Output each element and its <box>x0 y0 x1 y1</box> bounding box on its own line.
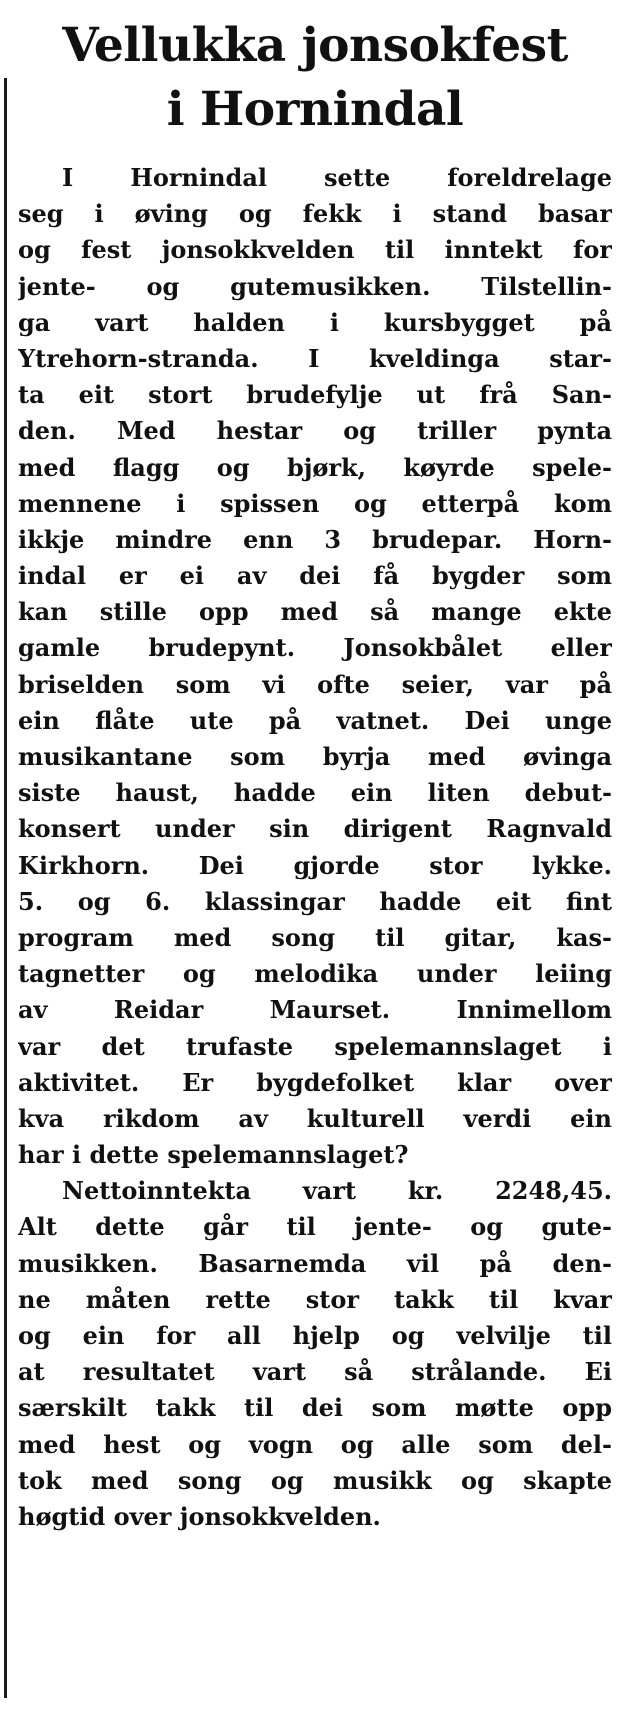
text-line: at resultatet vart så strålande. Ei <box>18 1357 612 1387</box>
text-line: kan stille opp med så mange ekte <box>18 597 612 627</box>
text-line: ein flåte ute på vatnet. Dei unge <box>18 705 612 735</box>
text-line: program med song til gitar, kas- <box>18 922 612 952</box>
text-line: Kirkhorn. Dei gjorde stor lykke. <box>18 850 612 880</box>
text-line: gamle brudepynt. Jonsokbålet eller <box>18 633 612 663</box>
text-line: og fest jonsokkvelden til inntekt for <box>18 235 612 265</box>
paragraph-2 <box>18 1173 612 1535</box>
text-line: Ytrehorn-stranda. I kveldinga star- <box>18 343 612 373</box>
text-line: ta eit stort brudefylje ut frå San- <box>18 380 612 410</box>
text-line: 5. og 6. klassingar hadde eit fint <box>18 886 612 916</box>
text-line: tok med song og musikk og skapte <box>18 1465 612 1495</box>
column-rule <box>4 78 7 1698</box>
text-line: indal er ei av dei få bygder som <box>18 561 612 591</box>
headline <box>18 14 612 142</box>
text-line: siste haust, hadde ein liten debut- <box>18 778 612 808</box>
text-line: ga vart halden i kursbygget på <box>18 307 612 337</box>
text-line: Nettoinntekta vart kr. 2248,45. <box>62 1176 612 1206</box>
text-line: var det trufaste spelemannslaget i <box>18 1031 612 1061</box>
article-body <box>18 160 612 1535</box>
text-line: høgtid over jonsokkvelden. <box>18 1501 381 1531</box>
paragraph-1 <box>18 160 612 1173</box>
text-line: med hest og vogn og alle som del- <box>18 1429 612 1459</box>
text-line: den. Med hestar og triller pynta <box>18 416 612 446</box>
text-line: konsert under sin dirigent Ragnvald <box>18 814 612 844</box>
text-line: Alt dette går til jente- og gute- <box>18 1212 612 1242</box>
text-line: musikken. Basarnemda vil på den- <box>18 1248 612 1278</box>
text-line: tagnetter og melodika under leiing <box>18 959 612 989</box>
text-line: ikkje mindre enn 3 brudepar. Horn- <box>18 524 612 554</box>
text-line: med flagg og bjørk, køyrde spele- <box>18 452 612 482</box>
text-line: har i dette spelemannslaget? <box>18 1140 409 1170</box>
text-line: I Hornindal sette foreldrelage <box>62 163 612 192</box>
text-line: og ein for all hjelp og velvilje til <box>18 1321 612 1350</box>
text-line: kva rikdom av kulturell verdi ein <box>18 1103 612 1133</box>
text-line: mennene i spissen og etterpå kom <box>18 488 612 518</box>
text-line: seg i øving og fekk i stand basar <box>18 199 612 229</box>
text-line: av Reidar Maurset. Innimellom <box>18 995 612 1025</box>
newspaper-article <box>18 0 612 1535</box>
text-line: musikantane som byrja med øvinga <box>18 742 612 771</box>
text-line: jente- og gutemusikken. Tilstellin- <box>18 271 612 301</box>
text-line: særskilt takk til dei som møtte opp <box>18 1393 612 1423</box>
headline-line-2: i Hornindal <box>166 82 464 137</box>
headline-line-1: Vellukka jonsokfest <box>62 18 568 73</box>
text-line: aktivitet. Er bygdefolket klar over <box>18 1067 612 1097</box>
text-line: ne måten rette stor takk til kvar <box>18 1284 612 1314</box>
text-line: briselden som vi ofte seier, var på <box>18 669 612 699</box>
